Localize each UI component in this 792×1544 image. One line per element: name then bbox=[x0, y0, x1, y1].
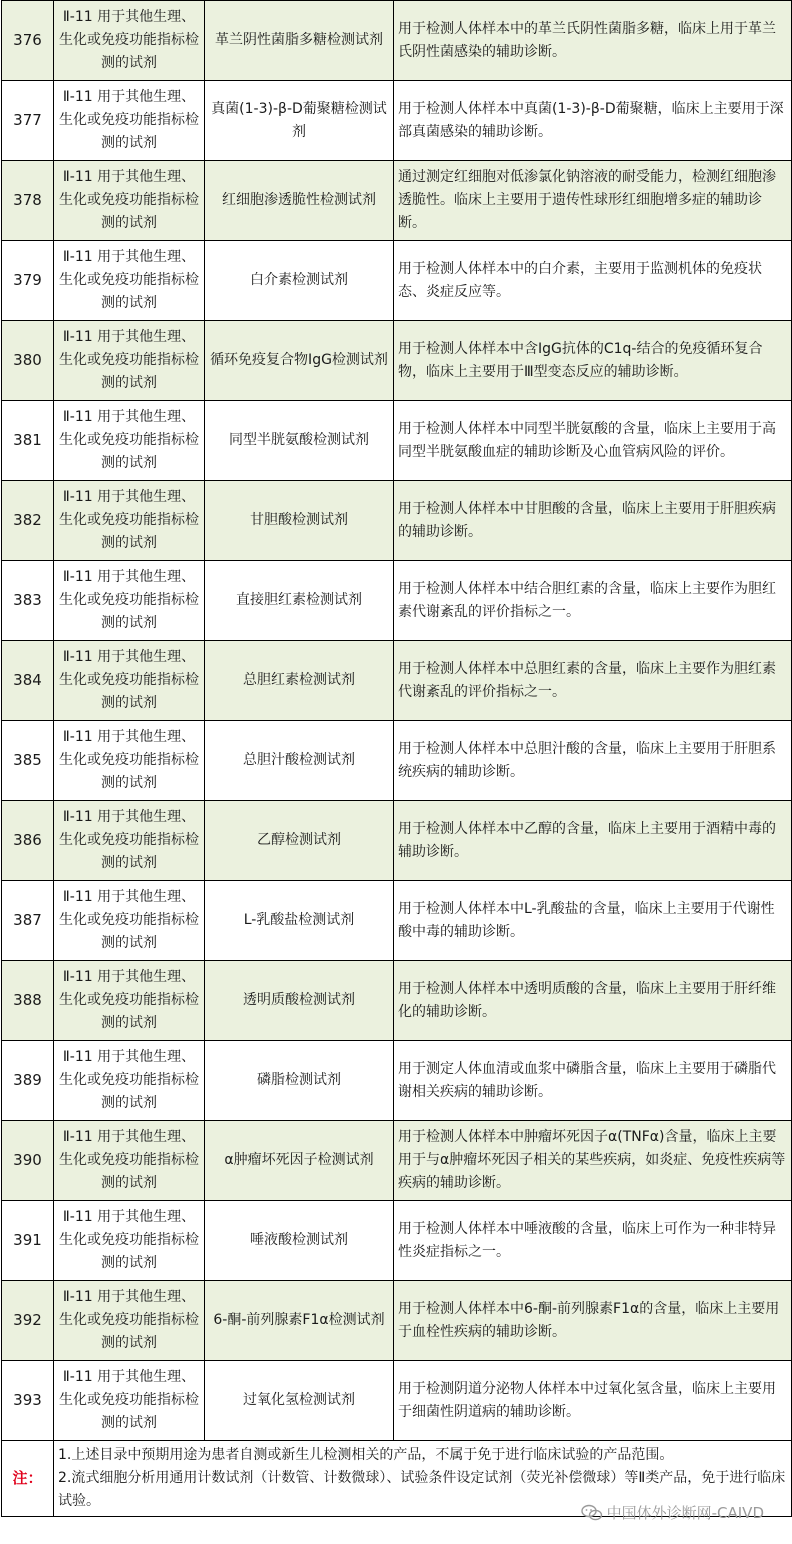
table-row bbox=[2, 1361, 792, 1441]
note-line-1: 1.上述目录中预期用途为患者自测或新生儿检测相关的产品，不属于免于进行临床试验的产品范围。 bbox=[58, 1447, 674, 1463]
row-category: Ⅱ-11 用于其他生理、生化或免疫功能指标检测的试剂 bbox=[54, 1361, 205, 1441]
row-product-name: 革兰阴性菌脂多糖检测试剂 bbox=[205, 1, 394, 81]
table-row bbox=[2, 801, 792, 881]
row-category: Ⅱ-11 用于其他生理、生化或免疫功能指标检测的试剂 bbox=[54, 161, 205, 241]
row-category: Ⅱ-11 用于其他生理、生化或免疫功能指标检测的试剂 bbox=[54, 81, 205, 161]
row-product-name: 透明质酸检测试剂 bbox=[205, 961, 394, 1041]
table-row bbox=[2, 961, 792, 1041]
row-product-name: 唾液酸检测试剂 bbox=[205, 1201, 394, 1281]
row-category: Ⅱ-11 用于其他生理、生化或免疫功能指标检测的试剂 bbox=[54, 641, 205, 721]
row-number: 383 bbox=[2, 561, 54, 641]
row-number: 382 bbox=[2, 481, 54, 561]
table-row bbox=[2, 561, 792, 641]
row-category: Ⅱ-11 用于其他生理、生化或免疫功能指标检测的试剂 bbox=[54, 1201, 205, 1281]
table-row bbox=[2, 881, 792, 961]
row-category: Ⅱ-11 用于其他生理、生化或免疫功能指标检测的试剂 bbox=[54, 1281, 205, 1361]
row-intended-use: 用于检测人体样本中L-乳酸盐的含量，临床上主要用于代谢性酸中毒的辅助诊断。 bbox=[394, 881, 792, 961]
row-product-name: 红细胞渗透脆性检测试剂 bbox=[205, 161, 394, 241]
table-row bbox=[2, 401, 792, 481]
row-intended-use: 用于检测人体样本中总胆红素的含量，临床上主要作为胆红素代谢紊乱的评价指标之一。 bbox=[394, 641, 792, 721]
row-intended-use: 用于检测人体样本中的革兰氏阴性菌脂多糖，临床上用于革兰氏阴性菌感染的辅助诊断。 bbox=[394, 1, 792, 81]
row-product-name: L-乳酸盐检测试剂 bbox=[205, 881, 394, 961]
row-intended-use: 用于检测阴道分泌物人体样本中过氧化氢含量，临床上主要用于细菌性阴道病的辅助诊断。 bbox=[394, 1361, 792, 1441]
catalog-table bbox=[1, 0, 792, 1517]
row-intended-use: 用于检测人体样本中肿瘤坏死因子α(TNFα)含量，临床上主要用于与α肿瘤坏死因子相关的某些疾病，如炎症、免疫性疾病等疾病的辅助诊断。 bbox=[394, 1121, 792, 1201]
row-product-name: 总胆汁酸检测试剂 bbox=[205, 721, 394, 801]
row-intended-use: 用于检测人体样本中同型半胱氨酸的含量，临床上主要用于高同型半胱氨酸血症的辅助诊断及心血管病风险的评价。 bbox=[394, 401, 792, 481]
row-product-name: 过氧化氢检测试剂 bbox=[205, 1361, 394, 1441]
watermark-text: 中国体外诊断网-CAIVD bbox=[606, 1504, 764, 1522]
row-intended-use: 用于检测人体样本中乙醇的含量，临床上主要用于酒精中毒的辅助诊断。 bbox=[394, 801, 792, 881]
table-row bbox=[2, 81, 792, 161]
row-product-name: 白介素检测试剂 bbox=[205, 241, 394, 321]
row-number: 385 bbox=[2, 721, 54, 801]
row-number: 378 bbox=[2, 161, 54, 241]
row-category: Ⅱ-11 用于其他生理、生化或免疫功能指标检测的试剂 bbox=[54, 241, 205, 321]
row-category: Ⅱ-11 用于其他生理、生化或免疫功能指标检测的试剂 bbox=[54, 1121, 205, 1201]
row-intended-use: 通过测定红细胞对低渗氯化钠溶液的耐受能力，检测红细胞渗透脆性。临床上主要用于遗传性球形红细胞增多症的辅助诊断。 bbox=[394, 161, 792, 241]
row-product-name: 甘胆酸检测试剂 bbox=[205, 481, 394, 561]
row-intended-use: 用于检测人体样本中总胆汁酸的含量，临床上主要用于肝胆系统疾病的辅助诊断。 bbox=[394, 721, 792, 801]
table-row bbox=[2, 1281, 792, 1361]
row-intended-use: 用于检测人体样本中透明质酸的含量，临床上主要用于肝纤维化的辅助诊断。 bbox=[394, 961, 792, 1041]
row-number: 391 bbox=[2, 1201, 54, 1281]
row-product-name: 总胆红素检测试剂 bbox=[205, 641, 394, 721]
row-number: 377 bbox=[2, 81, 54, 161]
row-product-name: 循环免疫复合物IgG检测试剂 bbox=[205, 321, 394, 401]
row-number: 389 bbox=[2, 1041, 54, 1121]
note-label: 注： bbox=[2, 1441, 54, 1517]
row-intended-use: 用于检测人体样本中真菌(1-3)-β-D葡聚糖，临床上主要用于深部真菌感染的辅助诊断。 bbox=[394, 81, 792, 161]
row-product-name: 直接胆红素检测试剂 bbox=[205, 561, 394, 641]
row-category: Ⅱ-11 用于其他生理、生化或免疫功能指标检测的试剂 bbox=[54, 881, 205, 961]
row-number: 390 bbox=[2, 1121, 54, 1201]
row-category: Ⅱ-11 用于其他生理、生化或免疫功能指标检测的试剂 bbox=[54, 401, 205, 481]
table-row bbox=[2, 641, 792, 721]
row-product-name: 真菌(1-3)-β-D葡聚糖检测试剂 bbox=[205, 81, 394, 161]
table-row bbox=[2, 721, 792, 801]
row-category: Ⅱ-11 用于其他生理、生化或免疫功能指标检测的试剂 bbox=[54, 801, 205, 881]
row-intended-use: 用于检测人体样本中结合胆红素的含量，临床上主要作为胆红素代谢紊乱的评价指标之一。 bbox=[394, 561, 792, 641]
row-product-name: 乙醇检测试剂 bbox=[205, 801, 394, 881]
row-category: Ⅱ-11 用于其他生理、生化或免疫功能指标检测的试剂 bbox=[54, 561, 205, 641]
row-product-name: 同型半胱氨酸检测试剂 bbox=[205, 401, 394, 481]
row-intended-use: 用于检测人体样本中6-酮-前列腺素F1α的含量，临床上主要用于血栓性疾病的辅助诊断。 bbox=[394, 1281, 792, 1361]
table-row bbox=[2, 1041, 792, 1121]
row-category: Ⅱ-11 用于其他生理、生化或免疫功能指标检测的试剂 bbox=[54, 1041, 205, 1121]
note-line-2: 2.流式细胞分析用通用计数试剂（计数管、计数微球）、试验条件设定试剂（荧光补偿微球）等Ⅱ类产品，免于进行临床试验。 bbox=[58, 1470, 786, 1509]
row-intended-use: 用于检测人体样本中唾液酸的含量，临床上可作为一种非特异性炎症指标之一。 bbox=[394, 1201, 792, 1281]
row-product-name: 磷脂检测试剂 bbox=[205, 1041, 394, 1121]
row-number: 384 bbox=[2, 641, 54, 721]
row-intended-use: 用于测定人体血清或血浆中磷脂含量，临床上主要用于磷脂代谢相关疾病的辅助诊断。 bbox=[394, 1041, 792, 1121]
row-category: Ⅱ-11 用于其他生理、生化或免疫功能指标检测的试剂 bbox=[54, 321, 205, 401]
row-category: Ⅱ-11 用于其他生理、生化或免疫功能指标检测的试剂 bbox=[54, 721, 205, 801]
row-category: Ⅱ-11 用于其他生理、生化或免疫功能指标检测的试剂 bbox=[54, 481, 205, 561]
wechat-icon bbox=[581, 1504, 603, 1522]
table-row bbox=[2, 321, 792, 401]
row-number: 381 bbox=[2, 401, 54, 481]
row-number: 388 bbox=[2, 961, 54, 1041]
row-intended-use: 用于检测人体样本中的白介素，主要用于监测机体的免疫状态、炎症反应等。 bbox=[394, 241, 792, 321]
row-number: 387 bbox=[2, 881, 54, 961]
row-number: 386 bbox=[2, 801, 54, 881]
table-row bbox=[2, 1, 792, 81]
row-intended-use: 用于检测人体样本中甘胆酸的含量，临床上主要用于肝胆疾病的辅助诊断。 bbox=[394, 481, 792, 561]
catalog-rows bbox=[2, 1, 792, 1441]
row-number: 376 bbox=[2, 1, 54, 81]
row-number: 380 bbox=[2, 321, 54, 401]
row-category: Ⅱ-11 用于其他生理、生化或免疫功能指标检测的试剂 bbox=[54, 1, 205, 81]
row-intended-use: 用于检测人体样本中含IgG抗体的C1q-结合的免疫循环复合物，临床上主要用于Ⅲ型变态反应的辅助诊断。 bbox=[394, 321, 792, 401]
row-number: 379 bbox=[2, 241, 54, 321]
table-row bbox=[2, 241, 792, 321]
row-number: 392 bbox=[2, 1281, 54, 1361]
row-category: Ⅱ-11 用于其他生理、生化或免疫功能指标检测的试剂 bbox=[54, 961, 205, 1041]
table-row bbox=[2, 161, 792, 241]
watermark bbox=[581, 1502, 764, 1523]
table-row bbox=[2, 1201, 792, 1281]
table-row bbox=[2, 481, 792, 561]
table-row bbox=[2, 1121, 792, 1201]
row-product-name: α肿瘤坏死因子检测试剂 bbox=[205, 1121, 394, 1201]
row-product-name: 6-酮-前列腺素F1α检测试剂 bbox=[205, 1281, 394, 1361]
row-number: 393 bbox=[2, 1361, 54, 1441]
